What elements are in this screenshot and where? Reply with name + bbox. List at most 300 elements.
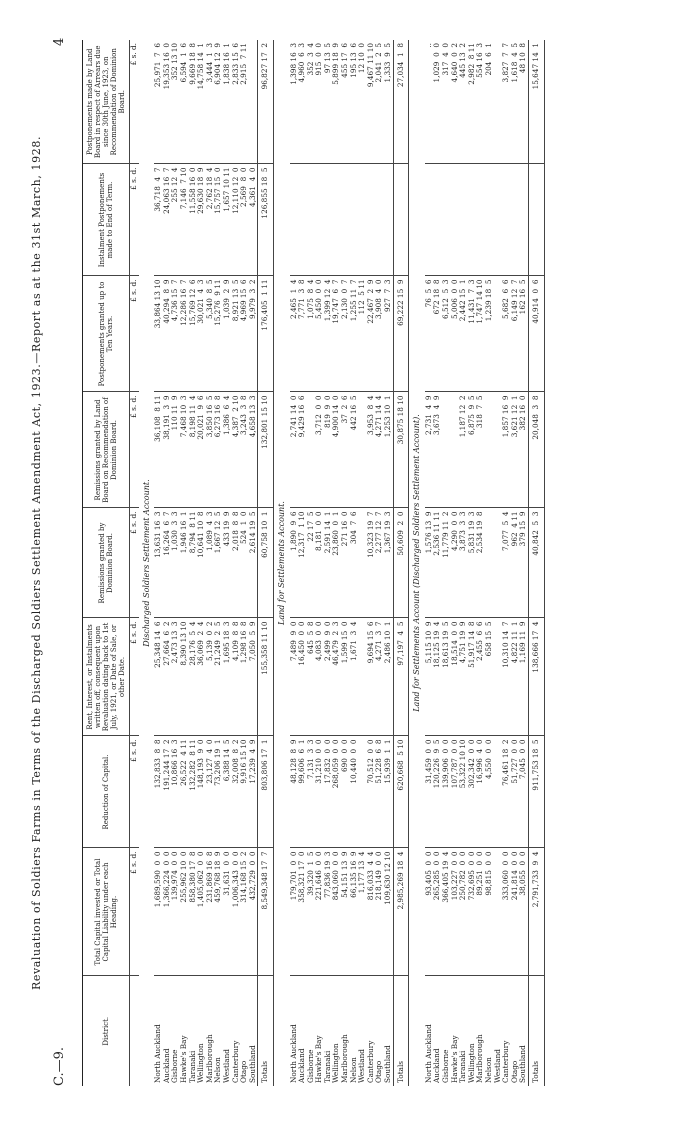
table-row [350,40,359,1086]
table-row [502,40,511,1086]
value-cell: 2,982 8 11 [468,40,477,164]
table-row [433,40,442,1086]
value-cell: 304 7 6 [350,508,359,618]
value-cell: 28,176 5 4 [189,618,198,736]
section-heading: Land for Settlements Account (Discharged Soldiers Settlement Account). [412,414,422,712]
value-cell: 38,055 0 0 [519,848,528,976]
district-cell: Nelson [483,1057,493,1083]
value-cell: 2,130 0 7 [341,276,350,392]
value-cell: 1,169 11 9 [519,618,528,736]
district-cell: Hawke's Bay [449,1035,459,1083]
value-cell: 9,916 15 10 [240,736,249,848]
value-cell: 221,646 0 0 [315,848,324,976]
district-cell: Canterbury [365,1040,375,1083]
value-cell: 2,614 19 5 [249,508,258,618]
value-cell: 1,946 16 1 [180,508,189,618]
district-cell: North Auckland [288,1024,298,1083]
value-cell [511,164,520,276]
value-cell: 3,673 4 9 [433,392,442,508]
value-cell: 1,689,590 0 0 [154,848,163,976]
value-cell: 218,149 0 0 [375,848,384,976]
value-cell: 1,399 12 4 [324,276,333,392]
table-row [307,40,316,1086]
value-cell: 9,429 16 6 [298,392,307,508]
total-cell: 2,985,269 18 4 [393,848,409,976]
value-cell: 112 5 11 [358,276,367,392]
value-cell: 36,108 8 11 [154,392,163,508]
value-cell: 302,342 0 0 [468,736,477,848]
value-cell: 3,444 1 3 [206,40,215,164]
value-cell: 3,243 3 8 [240,392,249,508]
table-row [341,40,350,1086]
value-cell: 672 18 8 [433,276,442,392]
value-cell: 2,536 11 11 [433,508,442,618]
table-row [315,40,324,1086]
value-cell: 1,386 6 4 [223,392,232,508]
value-cell: 7,146 7 10 [180,164,189,276]
value-cell: 26,522 4 11 [180,736,189,848]
value-cell: 76 5 6 [425,276,434,392]
section-heading-row [273,40,289,1086]
value-cell: 21,249 2 5 [214,618,223,736]
value-cell: 12 10 0 [358,40,367,164]
value-cell: 2,473 13 3 [171,618,180,736]
total-cell: 132,801 15 10 [258,392,274,508]
value-cell [442,164,451,276]
value-cell: 7,489 9 0 [290,618,299,736]
value-cell: 99,606 6 1 [298,736,307,848]
district-cell: Marlborough [475,1034,485,1083]
value-cell: 18,125 19 4 [433,618,442,736]
units-row [130,40,139,1086]
value-cell: 3,827 7 7 [502,40,511,164]
value-cell: 6,594 1 6 [180,40,189,164]
value-cell: 77,836 19 3 [324,848,333,976]
value-cell: 1,695 18 3 [223,618,232,736]
value-cell: 255,962 10 0 [180,848,189,976]
value-cell: 6,875 9 5 [468,392,477,508]
header-row [83,40,130,1086]
column-header: Reduction of Capital. [83,736,130,848]
value-cell: 5,340 8 5 [206,276,215,392]
value-cell: 10,323 19 7 [367,508,376,618]
district-cell: Wellington [466,1043,476,1083]
value-cell: 103,227 0 0 [451,848,460,976]
value-cell: 195 13 6 [350,40,359,164]
value-cell: 4,109 8 8 [232,618,241,736]
value-cell: 455 17 6 [341,40,350,164]
value-cell: 48,128 8 9 [290,736,299,848]
value-cell: 30,021 4 3 [197,276,206,392]
district-cell: Canterbury [230,1040,240,1083]
value-cell: 31,631 0 0 [223,848,232,976]
value-cell: 432,729 0 0 [249,848,258,976]
value-cell: 25,971 7 6 [154,40,163,164]
value-cell: 8,921 13 5 [232,276,241,392]
table-row [494,40,503,1086]
value-cell: 31,210 0 0 [315,736,324,848]
table-row [324,40,333,1086]
value-cell: 816,033 4 4 [367,848,376,976]
value-cell: 5,450 0 0 [315,276,324,392]
value-cell: 11,558 16 0 [189,164,198,276]
value-cell: .. [425,40,434,164]
value-cell: 110 11 9 [171,392,180,508]
units-cell: £ s. d. [130,40,139,164]
district-cell: Marlborough [204,1034,214,1083]
value-cell: 1,890 9 6 [290,508,299,618]
value-cell: 9,467 11 10 [367,40,376,164]
value-cell: 24,063 16 7 [163,164,172,276]
value-cell: 76,461 18 2 [502,736,511,848]
value-cell: 318 7 5 [476,392,485,508]
totals-label: Totals [528,976,544,1086]
value-cell: 2,455 6 6 [476,618,485,736]
value-cell: 379 15 9 [519,508,528,618]
value-cell: 1,039 2 9 [223,276,232,392]
value-cell [502,164,511,276]
value-cell: 93,405 0 0 [425,848,434,976]
value-cell [476,164,485,276]
value-cell: 1,671 3 4 [350,618,359,736]
value-cell: 333,060 0 0 [502,848,511,976]
value-cell: 48 10 8 [519,40,528,164]
total-cell: 911,753 18 5 [528,736,544,848]
value-cell: 3,712 0 0 [315,392,324,508]
value-cell: 1,398 16 3 [290,40,299,164]
total-cell: 96,827 17 2 [258,40,274,164]
district-cell: Auckland [297,1048,307,1083]
district-cell: Taranaki [322,1050,332,1083]
value-cell: 732,695 0 0 [468,848,477,976]
value-cell: 17,832 0 0 [324,736,333,848]
value-cell [468,164,477,276]
value-cell: 2,465 1 4 [290,276,299,392]
value-cell: 241,814 0 0 [511,848,520,976]
value-cell: 9,694 15 6 [367,618,376,736]
value-cell: 3,850 16 5 [206,392,215,508]
district-cell: Southland [247,1045,257,1083]
total-cell [393,164,409,276]
district-cell: Auckland [432,1048,442,1083]
value-cell: 1,029 0 0 [433,40,442,164]
value-cell: 1,618 4 5 [511,40,520,164]
district-cell: Auckland [161,1048,171,1083]
district-cell: Otago [374,1060,384,1083]
table-row [358,40,367,1086]
value-cell [375,164,384,276]
value-cell: 5,682 6 6 [502,276,511,392]
value-cell: 36,069 2 4 [197,618,206,736]
total-cell [528,164,544,276]
value-cell: 1,253 10 1 [384,392,393,508]
value-cell: 9,979 3 2 [249,276,258,392]
column-header: Remissions granted by Dominion Board. [83,508,130,618]
district-cell: Nelson [348,1057,358,1083]
value-cell: 7,045 0 0 [519,736,528,848]
value-cell [332,164,341,276]
column-header: Total Capital invested or Total Capital Liability under each Heading. [83,848,130,976]
value-cell: 4,640 0 2 [451,40,460,164]
value-cell: 23,860 0 1 [332,508,341,618]
value-cell [425,164,434,276]
value-cell: 4,271 3 7 [375,618,384,736]
column-header: Postponements granted up to Ten Years. [83,276,130,392]
value-cell: 2,486 10 1 [384,618,393,736]
table-row [468,40,477,1086]
district-cell: Nelson [213,1057,223,1083]
value-cell: 191,244 17 2 [163,736,172,848]
value-cell [519,164,528,276]
value-cell: 4,361 4 0 [249,164,258,276]
value-cell: 5,115 10 9 [425,618,434,736]
value-cell: 858,380 17 8 [189,848,198,976]
value-cell: 4,751 19 9 [459,618,468,736]
units-cell: £ s. d. [130,736,139,848]
district-cell: Hawke's Bay [178,1035,188,1083]
value-cell: 10,310 14 7 [502,618,511,736]
value-cell: 3,621 12 1 [511,392,520,508]
value-cell: 204 6 1 [485,40,494,164]
revaluation-table [82,40,545,1086]
value-cell: 15,757 15 0 [214,164,223,276]
units-cell: £ s. d. [130,508,139,618]
value-cell [315,164,324,276]
value-cell: 4,960 6 3 [298,40,307,164]
value-cell [459,164,468,276]
table-row [451,40,460,1086]
value-cell: 15,939 1 1 [384,736,393,848]
value-cell: 1,177 13 4 [358,848,367,976]
total-cell: 60,758 10 1 [258,508,274,618]
value-cell [298,164,307,276]
district-cell: Westland [221,1049,231,1083]
value-cell: 317 4 0 [442,40,451,164]
value-cell: 2,762 18 4 [206,164,215,276]
total-cell: 40,914 0 6 [528,276,544,392]
value-cell: 16,996 4 0 [476,736,485,848]
total-cell: 620,668 5 10 [393,736,409,848]
report-title: Revaluation of Soldiers Farms in Terms of the Discharged Soldiers Settlement Amendment Act, 1923.—Report as at the 31st March, 1928. [30,135,43,991]
value-cell: 2,915 7 11 [240,40,249,164]
value-cell: 37 2 6 [341,392,350,508]
total-cell: 176,405 1 11 [258,276,274,392]
value-cell: 433 19 9 [223,508,232,618]
table-row [425,40,434,1086]
value-cell: 10,440 0 0 [350,736,359,848]
value-cell: 132,282 8 11 [189,736,198,848]
table-row [332,40,341,1086]
value-cell: 6,149 12 7 [511,276,520,392]
value-cell: 1,667 12 5 [214,508,223,618]
value-cell: 6,904 12 9 [214,40,223,164]
table-row [384,40,393,1086]
value-cell: 4,658 13 3 [249,392,258,508]
district-cell: Otago [239,1060,249,1083]
district-cell: Taranaki [458,1050,468,1083]
value-cell: 107,787 0 0 [451,736,460,848]
value-cell: 8,390 13 10 [180,618,189,736]
value-cell: 3,873 3 3 [459,508,468,618]
value-cell: 38,191 3 9 [163,392,172,508]
district-cell: North Auckland [153,1024,163,1083]
value-cell: 19,747 6 7 [332,276,341,392]
value-cell: 120,226 9 5 [433,736,442,848]
value-cell: 6,388 14 5 [223,736,232,848]
table-row [290,40,299,1086]
value-cell: 109,630 12 10 [384,848,393,976]
district-cell: Westland [492,1049,502,1083]
value-cell: 5,006 0 0 [451,276,460,392]
units-cell: £ s. d. [130,164,139,276]
column-header: Instalment Postponements made to End of Term. [83,164,130,276]
total-cell: 155,358 11 10 [258,618,274,736]
table-row [298,40,307,1086]
total-cell: 27,034 1 8 [393,40,409,164]
value-cell: 46,479 2 3 [332,618,341,736]
value-cell [324,164,333,276]
table-row [511,40,520,1086]
value-cell: 12,317 1 10 [298,508,307,618]
units-cell [130,976,139,1086]
value-cell: 14,758 14 1 [197,40,206,164]
value-cell [384,164,393,276]
value-cell: 1,657 10 11 [223,164,232,276]
value-cell: 255 12 4 [171,164,180,276]
value-cell: 2,833 15 6 [232,40,241,164]
total-cell: 15,647 14 1 [528,40,544,164]
value-cell [350,164,359,276]
value-cell: 54,151 13 9 [341,848,350,976]
value-cell: 2,534 19 8 [476,508,485,618]
value-cell: 16,450 0 0 [298,618,307,736]
value-cell [485,392,494,508]
value-cell: 6,273 16 8 [214,392,223,508]
value-cell: 33,864 13 10 [154,276,163,392]
table-row [249,40,258,1086]
value-cell: 4,736 15 7 [171,276,180,392]
total-cell: 97,197 4 5 [393,618,409,736]
value-cell: 132,833 8 8 [154,736,163,848]
value-cell [307,164,316,276]
total-cell: 20,048 3 8 [528,392,544,508]
value-cell [367,164,376,276]
totals-label: Totals [393,976,409,1086]
table-row [485,40,494,1086]
district-cell: Southland [518,1045,528,1083]
value-cell: 265,285 0 0 [433,848,442,976]
table-row [476,40,485,1086]
value-cell [249,40,258,164]
value-cell: 5,831 19 3 [468,508,477,618]
value-cell: 4,271 14 4 [375,392,384,508]
value-cell: 51,727 0 0 [511,736,520,848]
value-cell: 1,367 19 3 [384,508,393,618]
value-cell: 358,321 17 0 [298,848,307,976]
value-cell: 29,630 18 9 [197,164,206,276]
table-row [459,40,468,1086]
value-cell: 1,405,062 0 0 [197,848,206,976]
value-cell: 1,838 16 1 [223,40,232,164]
totals-row [393,40,409,1086]
units-cell: £ s. d. [130,276,139,392]
value-cell: 2,591 14 1 [324,508,333,618]
value-cell: 9,669 18 8 [189,40,198,164]
value-cell: 10,641 10 8 [197,508,206,618]
units-cell: £ s. d. [130,848,139,976]
value-cell: 8,198 11 4 [189,392,198,508]
value-cell: 139,974 0 0 [171,848,180,976]
district-cell: Wellington [196,1043,206,1083]
table-row [375,40,384,1086]
value-cell [485,164,494,276]
value-cell: 268,059 0 0 [332,736,341,848]
value-cell: 179,701 0 0 [290,848,299,976]
value-cell: 690 0 0 [341,736,350,848]
column-header: Postponements made by Land Board in respect of Arrears due since 30th June, 1923, on Recommendation of Dominion Board. [83,40,130,164]
value-cell: 524 1 0 [240,508,249,618]
section-heading-row [139,40,155,1086]
value-cell [341,164,350,276]
value-cell: 445 13 2 [459,40,468,164]
value-cell: 2,731 4 9 [425,392,434,508]
value-cell: 8,794 8 11 [189,508,198,618]
value-cell: 20,021 9 6 [197,392,206,508]
value-cell: 25,348 14 6 [154,618,163,736]
value-cell: 250,782 0 0 [459,848,468,976]
value-cell: 1,333 9 5 [384,40,393,164]
district-cell: Marlborough [340,1034,350,1083]
total-cell: 2,791,733 9 4 [528,848,544,976]
value-cell: 1,366,224 0 0 [163,848,172,976]
value-cell: 27,664 6 2 [163,618,172,736]
value-cell: 17,239 4 9 [249,736,258,848]
value-cell: 4,969 15 6 [240,276,249,392]
value-cell: 16,264 6 7 [163,508,172,618]
value-cell: 11,779 11 2 [442,508,451,618]
value-cell: 12,110 12 0 [232,164,241,276]
value-cell: 13,631 16 3 [154,508,163,618]
value-cell: 6,512 5 3 [442,276,451,392]
value-cell: 1,857 16 9 [502,392,511,508]
value-cell: 1,576 13 9 [425,508,434,618]
total-cell: 126,855 18 5 [258,164,274,276]
value-cell: 962 4 11 [511,508,520,618]
district-cell: Taranaki [187,1050,197,1083]
column-header: District. [83,976,130,1086]
column-header: Rent, Interest, or Instalments written off, consequent upon Revaluation dating back to 1st July, 1921, or Date of Sale, or other Date. [83,618,130,736]
value-cell: 22,467 2 9 [367,276,376,392]
value-cell: 31,459 0 0 [425,736,434,848]
value-cell: 314,168 15 2 [240,848,249,976]
value-cell: 36,718 4 7 [154,164,163,276]
value-cell: 7,131 3 3 [307,736,316,848]
value-cell: 4,822 11 1 [511,618,520,736]
district-cell: Hawke's Bay [314,1035,324,1083]
district-cell: Canterbury [501,1040,511,1083]
district-cell: Gisborne [305,1049,315,1083]
total-cell: 138,666 17 4 [528,618,544,736]
district-cell: Westland [357,1049,367,1083]
value-cell: 927 7 3 [384,276,393,392]
value-cell: 1,187 12 2 [459,392,468,508]
value-cell: 98,815 0 0 [485,848,494,976]
table-body [139,40,544,1086]
value-cell: 4,900 14 0 [332,392,341,508]
value-cell: 51,917 14 8 [468,618,477,736]
value-cell: 4,550 0 0 [485,736,494,848]
value-cell: 19,353 16 0 [163,40,172,164]
